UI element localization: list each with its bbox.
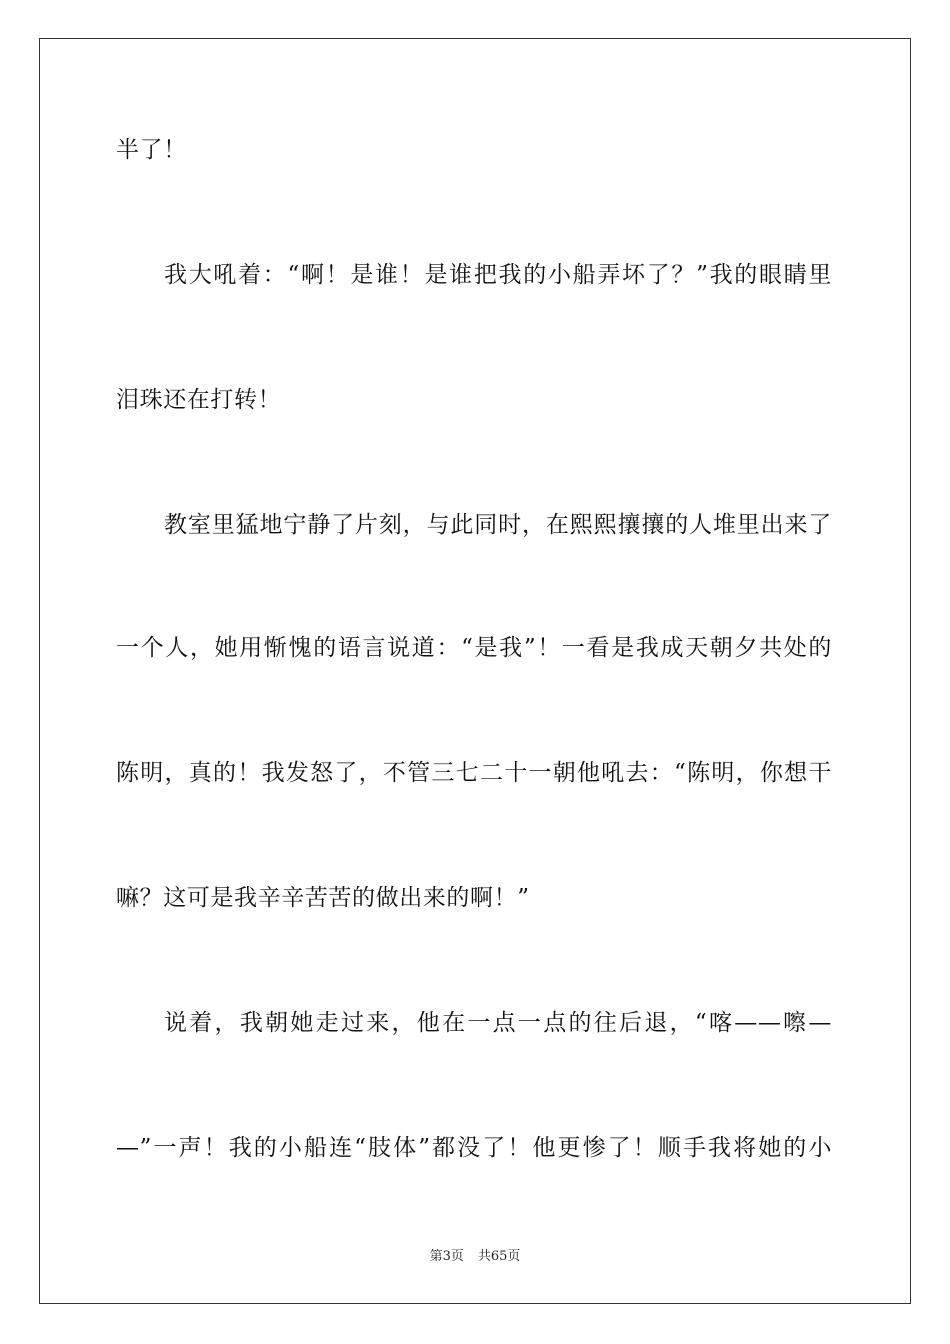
text-line-3: 泪珠还在打转！: [116, 387, 282, 413]
page-border: [39, 38, 911, 1304]
text-line-5: 一个人，她用惭愧的语言说道：“是我”！一看是我成天朝夕共处的: [116, 635, 832, 661]
text-line-1: 半了！: [116, 137, 187, 163]
text-line-7: 嘛？这可是我辛辛苦苦的做出来的啊！”: [116, 885, 530, 911]
page-footer: [0, 1248, 950, 1266]
total-pages: 共65页: [477, 1249, 521, 1264]
text-line-6: 陈明，真的！我发怒了，不管三七二十一朝他吼去：“陈明，你想干: [116, 760, 832, 786]
text-line-9: —”一声！我的小船连“肢体”都没了！他更惨了！顺手我将她的小: [116, 1135, 832, 1161]
text-line-4: 教室里猛地宁静了片刻，与此同时，在熙熙攘攘的人堆里出来了: [164, 512, 832, 538]
text-line-8: 说着，我朝她走过来，他在一点一点的往后退，“喀——嚓—: [164, 1010, 832, 1036]
text-line-2: 我大吼着：“啊！是谁！是谁把我的小船弄坏了？”我的眼睛里: [164, 262, 832, 288]
page-number: 第3页: [429, 1249, 464, 1264]
